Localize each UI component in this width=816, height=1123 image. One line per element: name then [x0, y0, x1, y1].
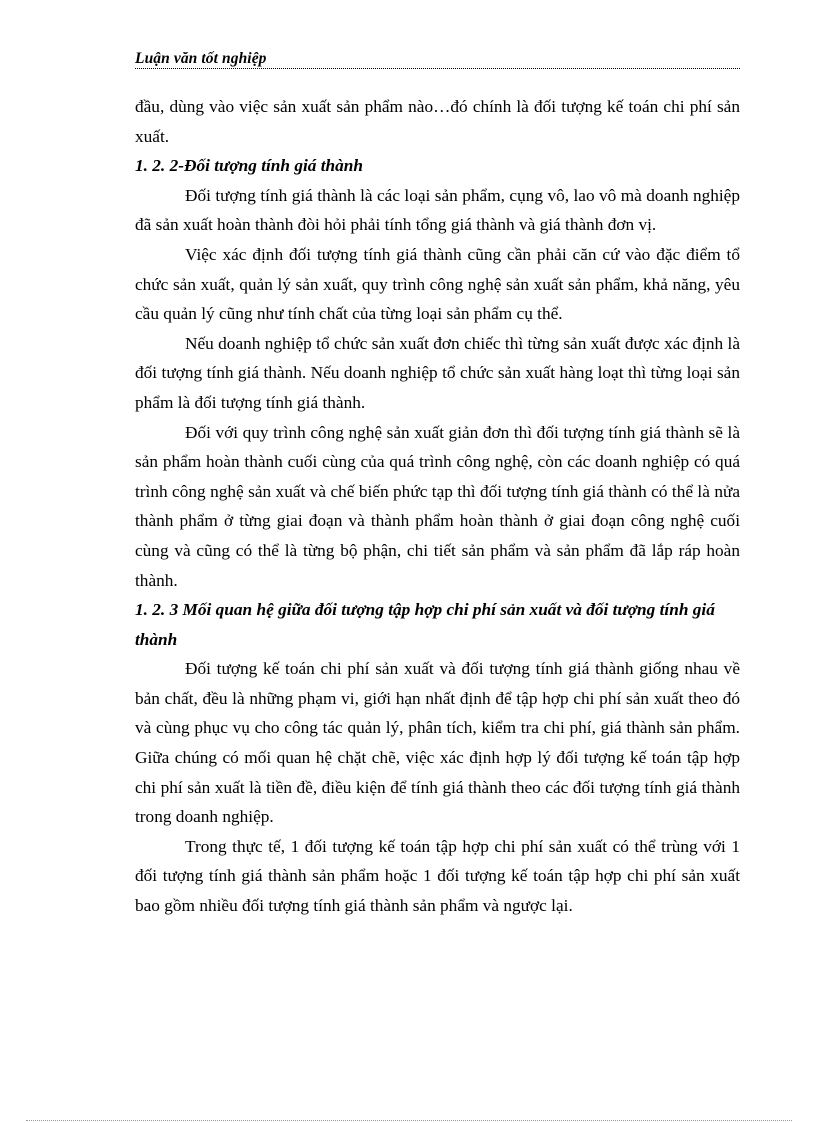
section-heading-1-2-3: 1. 2. 3 Mối quan hệ giữa đối tượng tập hợp chi phí sản xuất và đối tượng tính giá thành — [135, 600, 715, 649]
page-header — [135, 50, 740, 70]
paragraph: Đối tượng kế toán chi phí sản xuất và đối tượng tính giá thành giống nhau về bản chất, đều là những phạm vi, giới hạn nhất định để tập hợp chi phí sản xuất theo đó và cùng phục vụ cho công tác quản lý, phân tích, kiểm tra chi phí, giá thành sản phẩm. Giữa chúng có mối quan hệ chặt chẽ, việc xác định hợp lý đối tượng kế toán tập hợp chi phí sản xuất là tiền đề, điều kiện để tính giá thành theo các đối tượng tính giá thành trong doanh nghiệp. — [135, 659, 740, 827]
header-title: Luận văn tốt nghiệp — [135, 50, 267, 67]
section-heading-1-2-2: 1. 2. 2-Đối tượng tính giá thành — [135, 156, 364, 176]
continuation-paragraph: đầu, dùng vào việc sản xuất sản phẩm nào…đó chính là đối tượng kế toán chi phí sản xuất. — [135, 97, 740, 146]
paragraph: Nếu doanh nghiệp tổ chức sản xuất đơn chiếc thì từng sản xuất được xác định là đối tượng tính giá thành. Nếu doanh nghiệp tổ chức sản xuất hàng loạt thì từng loại sản phẩm là đối tượng tính giá thành. — [135, 333, 740, 412]
document-body — [135, 92, 740, 921]
page-bottom-border — [26, 1120, 792, 1121]
paragraph: Trong thực tế, 1 đối tượng kế toán tập hợp chi phí sản xuất có thể trùng với 1 đối tượng tính giá thành sản phẩm hoặc 1 đối tượng kế toán tập hợp chi phí sản xuất bao gồm nhiều đối tượng tính giá thành sản phẩm và ngược lại. — [135, 836, 740, 916]
paragraph: Đối với quy trình công nghệ sản xuất giản đơn thì đối tượng tính giá thành sẽ là sản phẩm hoàn thành cuối cùng của quá trình công nghệ, còn các doanh nghiệp có quá trình công nghệ sản xuất và chế biến phức tạp thì đối tượng tính giá thành có thể là nửa thành phẩm ở từng giai đoạn và thành phẩm hoàn thành ở giai đoạn công nghệ cuối cùng và cũng có thể là từng bộ phận, chi tiết sản phẩm và sản phẩm đã lắp ráp hoàn thành. — [135, 422, 740, 590]
paragraph: Việc xác định đối tượng tính giá thành cũng cần phải căn cứ vào đặc điểm tổ chức sản xuất, quản lý sản xuất, quy trình công nghệ sản xuất sản phẩm, khả năng, yêu cầu quản lý cũng như tính chất của từng loại sản phẩm cụ thể. — [135, 244, 740, 324]
header-divider — [135, 68, 740, 69]
paragraph: Đối tượng tính giá thành là các loại sản phẩm, cụng vô, lao vô mà doanh nghiệp đã sản xuất hoàn thành đòi hỏi phải tính tổng giá thành và giá thành đơn vị. — [135, 185, 740, 235]
